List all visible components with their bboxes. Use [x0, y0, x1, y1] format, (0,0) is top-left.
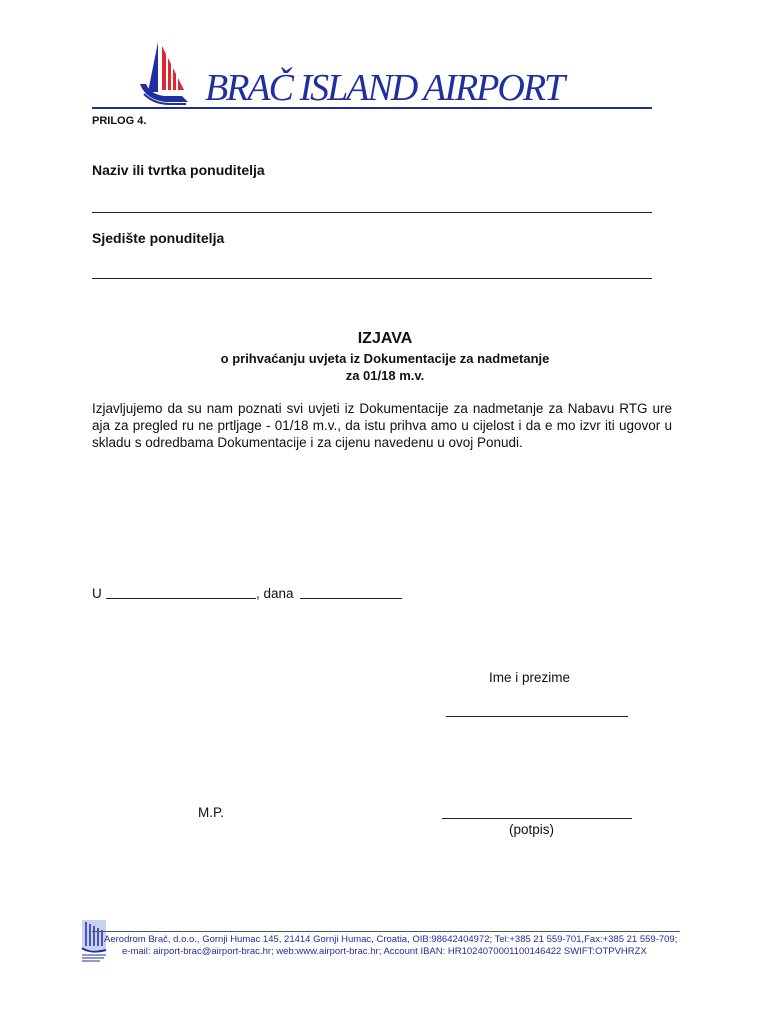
bidder-seat-line[interactable] [92, 278, 652, 279]
header-divider [92, 107, 652, 109]
name-label: Ime i prezime [489, 670, 571, 685]
bidder-name-line[interactable] [92, 212, 652, 213]
footer-address: Aerodrom Brač, d.o.o., Gornji Humac 145, 21414 Gornji Humac, Croatia, OIB:98642404972; Tel:+385 21 559-701,Fax:+385 21 559-709; [104, 934, 678, 945]
bidder-name-label: Naziv ili tvrtka ponuditelja [92, 162, 265, 178]
ship-logo-icon [140, 40, 190, 106]
signature-label: (potpis) [509, 822, 555, 837]
statement-subtitle-1: o prihvaćanju uvjeta iz Dokumentacije za nadmetanje [220, 351, 550, 366]
place-line[interactable] [106, 598, 256, 599]
date-separator: , dana [256, 586, 294, 601]
date-line[interactable] [300, 598, 402, 599]
name-line[interactable] [446, 716, 628, 717]
footer-contact: e-mail: airport-brac@airport-brac.hr; web:www.airport-brac.hr; Account IBAN: HR1024070001100146422 SWIFT:OTPVHRZX [122, 946, 647, 957]
place-prefix: U [92, 586, 102, 601]
statement-title: IZJAVA [357, 330, 413, 347]
signature-line[interactable] [442, 818, 632, 819]
stamp-label: M.P. [198, 805, 225, 820]
brand-title: BRAČ ISLAND AIRPORT [205, 67, 564, 109]
footer-divider [92, 931, 680, 932]
statement-body: Izjavljujemo da su nam poznati svi uvjeti iz Dokumentacije za nadmetanje za Nabavu RTG ure aja za pregled ru ne prtljage - 01/18 m.v., da istu prihva amo u cijelost i da e mo izvr iti ugovor u skladu s odredbama Dokumentacije i za cijenu navedenu u ovoj Ponudi. [92, 401, 672, 450]
bidder-seat-label: Sjedište ponuditelja [92, 230, 225, 246]
statement-subtitle-2: za 01/18 m.v. [345, 368, 425, 383]
annex-label: PRILOG 4. [92, 115, 147, 127]
airport-logo [140, 40, 190, 111]
